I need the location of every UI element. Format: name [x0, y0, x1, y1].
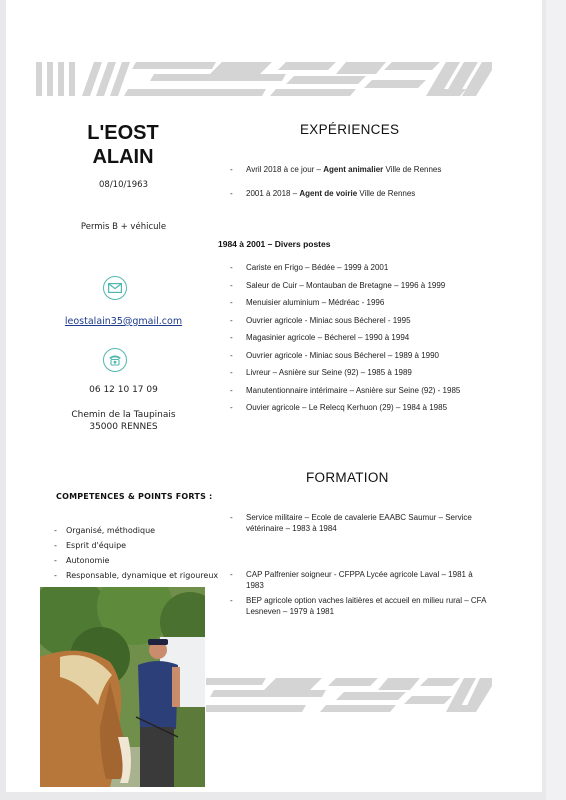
list-item: - 2001 à 2018 – Agent de voirie Ville de Rennes: [230, 189, 416, 198]
skills-list: [54, 526, 218, 586]
telephone-icon: [103, 348, 127, 372]
bottom-decorative-band: [206, 678, 492, 712]
list-item: - Ouvrier agricole - Miniac sous Bécherel - 1995: [230, 315, 411, 325]
list-item: - CAP Palfrenier soigneur - CFPPA Lycée agricole Laval – 1981 à 1983: [230, 570, 473, 590]
list-item: - Menuisier aluminium – Médréac - 1996: [230, 298, 385, 307]
current-jobs-list: [230, 164, 442, 199]
list-item: - Manutentionnaire intérimaire – Asnière sur Seine (92) - 1985: [230, 385, 461, 395]
birth-date: 08/10/1963: [99, 180, 148, 190]
various-jobs-list: [230, 262, 461, 420]
driving-license: Permis B + véhicule: [80, 222, 167, 232]
list-item: - Livreur – Asnière sur Seine (92) – 1985 à 1989: [230, 368, 412, 377]
top-decorative-band: [36, 62, 492, 96]
list-item: - Autonomie: [54, 556, 110, 565]
email-link[interactable]: leostalain35@gmail.com: [64, 316, 183, 327]
cv-page: [6, 0, 542, 792]
list-item: - BEP agricole option vaches laitières et accueil en milieu rural – CFA Lesneven – 1979 à 1981: [230, 596, 486, 616]
various-jobs-heading: 1984 à 2001 – Divers postes: [218, 239, 331, 249]
job-role: Agent de voirie: [299, 189, 358, 198]
last-name: L'EOST: [87, 122, 159, 144]
list-item: - Ouvrier agricole - Miniac sous Bécherel – 1989 à 1990: [230, 350, 439, 360]
list-item: - Avril 2018 à ce jour – Agent animalier Ville de Rennes: [230, 165, 442, 174]
list-item: - Saleur de Cuir – Montauban de Bretagne – 1996 à 1999: [230, 280, 446, 290]
address-city: 35000 RENNES: [89, 422, 158, 432]
list-item: - Magasinier agricole – Bécherel – 1990 à 1994: [230, 333, 410, 342]
list-item: - Service militaire – Ecole de cavalerie EAABC Saumur – Service vétérinaire – 1983 à 1984: [230, 513, 472, 533]
phone-number: 06 12 10 17 09: [89, 385, 158, 395]
list-item: - Cariste en Frigo – Bédée – 1999 à 2001: [230, 263, 389, 272]
formation-title: FORMATION: [306, 470, 389, 485]
formation-list: [230, 512, 486, 617]
address-street: Chemin de la Taupinais: [71, 410, 176, 420]
job-role: Agent animalier: [323, 165, 384, 174]
list-item: - Esprit d'équipe: [54, 541, 127, 550]
scrollbar-track[interactable]: [546, 0, 566, 800]
profile-photo: [40, 587, 205, 787]
list-item: - Responsable, dynamique et rigoureux: [54, 571, 219, 580]
skills-title: COMPETENCES & POINTS FORTS :: [56, 492, 213, 501]
first-name: ALAIN: [92, 146, 154, 168]
list-item: - Organisé, méthodique: [54, 526, 156, 535]
envelope-icon: [103, 276, 127, 300]
experiences-title: EXPÉRIENCES: [300, 122, 400, 137]
list-item: - Ouvier agricole – Le Relecq Kerhuon (29) – 1984 à 1985: [230, 403, 448, 412]
